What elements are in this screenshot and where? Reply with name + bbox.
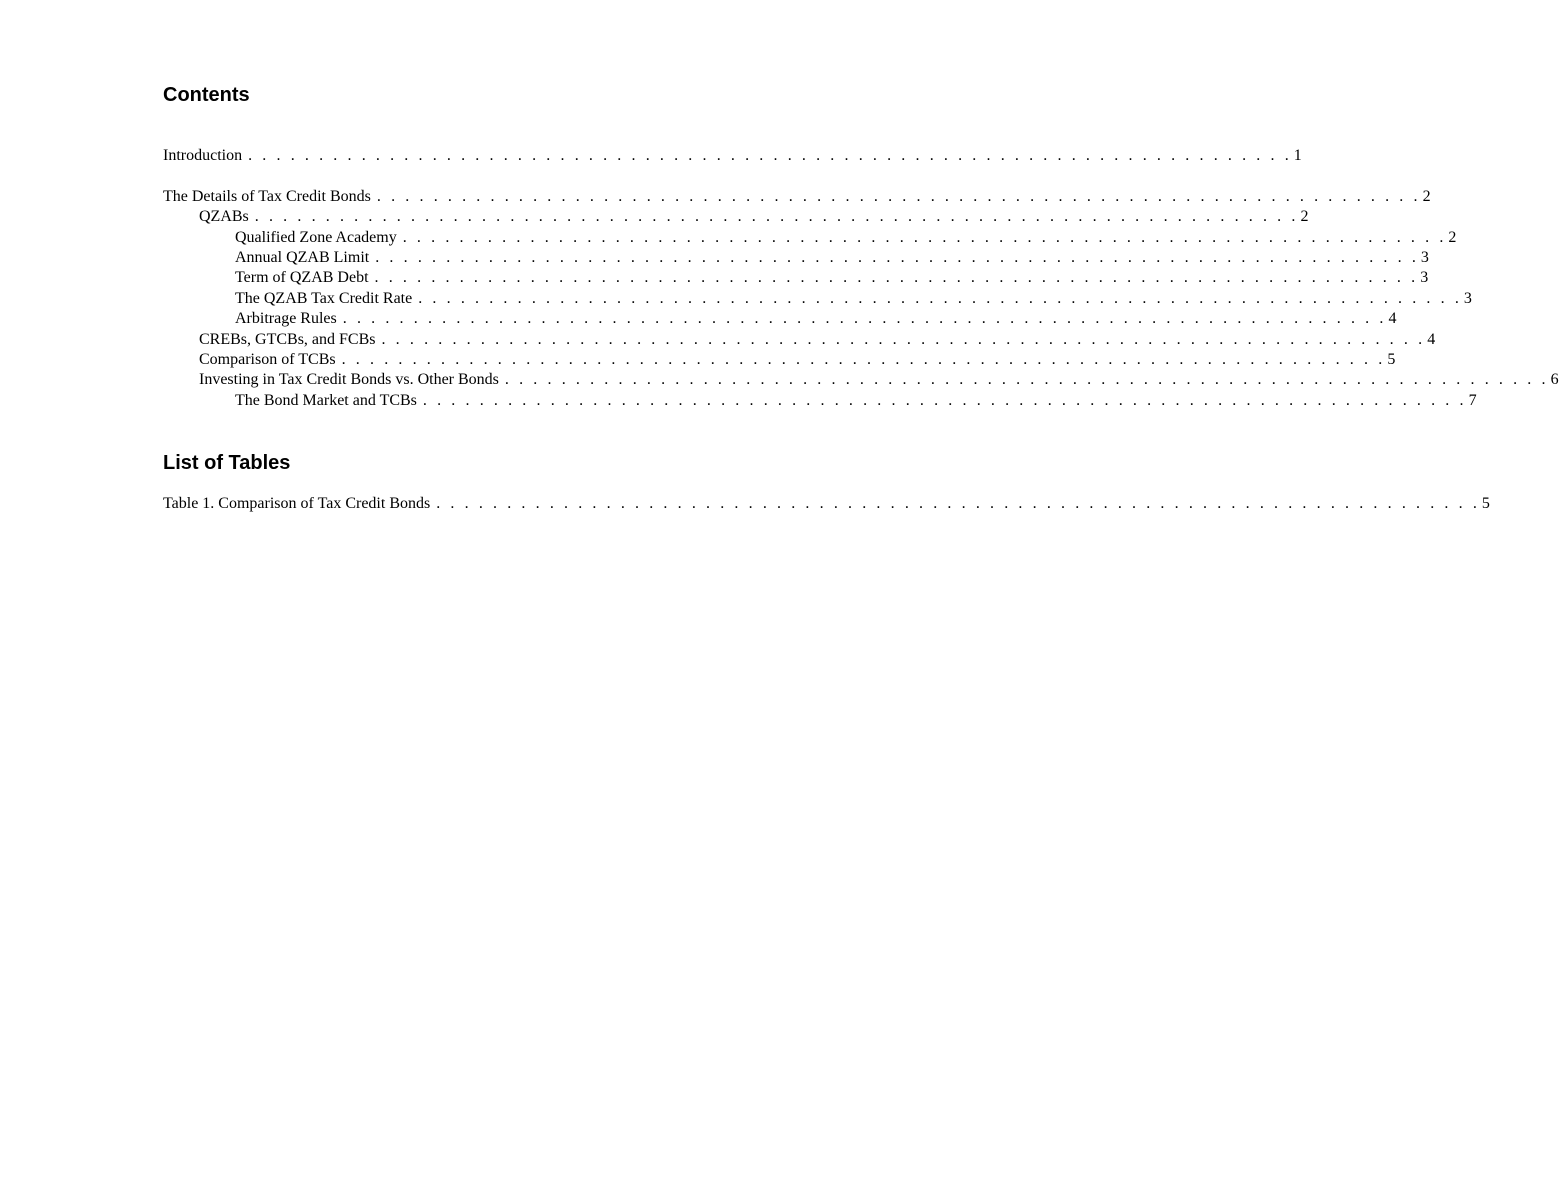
toc-entry-comparison-of-tcbs[interactable] <box>163 350 1396 370</box>
toc-page-number: 3 <box>1463 289 1472 307</box>
toc-entry-title: Introduction <box>163 147 243 164</box>
dot-leader: . . . . . . . . . . . . . . . . . . . . . . . . . . . . . . . . . . . . . . . . . . . . . . . . . . . . . . . . . . . . . . . . . . . . . . . . . . <box>402 228 1447 246</box>
toc-page-number: 2 <box>1448 228 1457 246</box>
list-of-tables-heading: List of Tables <box>163 452 291 474</box>
toc-entry-title: Comparison of TCBs <box>199 350 336 368</box>
toc-page-number: 2 <box>1300 208 1309 226</box>
toc-entry-title: The QZAB Tax Credit Rate <box>235 289 413 307</box>
toc-entry-title: Investing in Tax Credit Bonds vs. Other Bonds <box>199 371 499 389</box>
dot-leader: . . . . . . . . . . . . . . . . . . . . . . . . . . . . . . . . . . . . . . . . . . . . . . . . . . . . . . . . . . . . . . . . . . . . . . . . . . <box>422 391 1467 409</box>
toc-entry-title: Term of QZAB Debt <box>235 269 369 287</box>
dot-leader: . . . . . . . . . . . . . . . . . . . . . . . . . . . . . . . . . . . . . . . . . . . . . . . . . . . . . . . . . . . . . . . . . . . . . . . . . . <box>418 289 1462 307</box>
toc-entry-title: Table 1. Comparison of Tax Credit Bonds <box>163 495 431 512</box>
toc-page-number: 3 <box>1420 248 1429 266</box>
toc-entry-table-1[interactable] <box>163 494 1490 514</box>
dot-leader: . . . . . . . . . . . . . . . . . . . . . . . . . . . . . . . . . . . . . . . . . . . . . . . . . . . . . . . . . . . . . . . . . . . . . . . . . . <box>341 350 1386 368</box>
dot-leader: . . . . . . . . . . . . . . . . . . . . . . . . . . . . . . . . . . . . . . . . . . . . . . . . . . . . . . . . . . . . . . . . . . . . . . . . . . <box>504 371 1549 389</box>
toc-entry-title: The Details of Tax Credit Bonds <box>163 187 371 205</box>
toc-page-number: 6 <box>1550 371 1559 389</box>
toc-entry-qzab-tax-credit-rate[interactable] <box>163 289 1472 309</box>
toc-entry-arbitrage-rules[interactable] <box>163 309 1397 329</box>
toc-entry-title: Qualified Zone Academy <box>235 228 397 246</box>
toc-entry-qualified-zone-academy[interactable] <box>163 228 1457 248</box>
dot-leader: . . . . . . . . . . . . . . . . . . . . . . . . . . . . . . . . . . . . . . . . . . . . . . . . . . . . . . . . . . . . . . . . . . . . . . . . . . <box>374 269 1419 287</box>
toc-page-number: 7 <box>1468 391 1477 409</box>
toc-entry-title: QZABs <box>199 208 249 226</box>
table-of-contents <box>163 146 1559 411</box>
dot-leader: . . . . . . . . . . . . . . . . . . . . . . . . . . . . . . . . . . . . . . . . . . . . . . . . . . . . . . . . . . . . . . . . . . . . . . . . . . <box>376 187 1421 205</box>
toc-page-number: 5 <box>1387 350 1396 368</box>
toc-entry-title: Annual QZAB Limit <box>235 248 370 266</box>
toc-spacer <box>163 166 757 186</box>
toc-entry-details-of-tax-credit-bonds[interactable] <box>163 187 1431 207</box>
dot-leader: . . . . . . . . . . . . . . . . . . . . . . . . . . . . . . . . . . . . . . . . . . . . . . . . . . . . . . . . . . . . . . . . . . . . . . . . . . <box>381 330 1426 348</box>
dot-leader: . . . . . . . . . . . . . . . . . . . . . . . . . . . . . . . . . . . . . . . . . . . . . . . . . . . . . . . . . . . . . . . . . . . . . . . . . . <box>254 208 1299 226</box>
dot-leader: . . . . . . . . . . . . . . . . . . . . . . . . . . . . . . . . . . . . . . . . . . . . . . . . . . . . . . . . . . . . . . . . . . . . . . . . . . <box>248 147 1292 164</box>
toc-page-number: 3 <box>1420 269 1429 287</box>
toc-entry-bond-market-and-tcbs[interactable] <box>163 391 1477 411</box>
toc-entry-annual-qzab-limit[interactable] <box>163 248 1429 268</box>
toc-entry-crebs-gtcbs-fcbs[interactable] <box>163 330 1436 350</box>
toc-entry-investing-in-tcbs[interactable] <box>163 370 1559 390</box>
toc-page-number: 4 <box>1388 310 1397 328</box>
toc-page-number: 5 <box>1481 495 1490 512</box>
contents-heading: Contents <box>163 84 250 106</box>
toc-entry-title: The Bond Market and TCBs <box>235 391 417 409</box>
toc-entry-introduction[interactable] <box>163 146 1302 166</box>
toc-page-number: 4 <box>1427 330 1436 348</box>
toc-entry-qzabs[interactable] <box>163 207 1309 227</box>
toc-page-number: 1 <box>1293 147 1302 164</box>
dot-leader: . . . . . . . . . . . . . . . . . . . . . . . . . . . . . . . . . . . . . . . . . . . . . . . . . . . . . . . . . . . . . . . . . . . . . . . . . . <box>375 248 1419 266</box>
toc-page-number: 2 <box>1422 187 1431 205</box>
toc-entry-title: Arbitrage Rules <box>235 310 337 328</box>
toc-entry-term-of-qzab-debt[interactable] <box>163 268 1429 288</box>
toc-entry-title: CREBs, GTCBs, and FCBs <box>199 330 376 348</box>
list-of-tables <box>163 494 1490 514</box>
dot-leader: . . . . . . . . . . . . . . . . . . . . . . . . . . . . . . . . . . . . . . . . . . . . . . . . . . . . . . . . . . . . . . . . . . . . . . . . . . <box>436 495 1480 512</box>
dot-leader: . . . . . . . . . . . . . . . . . . . . . . . . . . . . . . . . . . . . . . . . . . . . . . . . . . . . . . . . . . . . . . . . . . . . . . . . . . <box>342 310 1387 328</box>
